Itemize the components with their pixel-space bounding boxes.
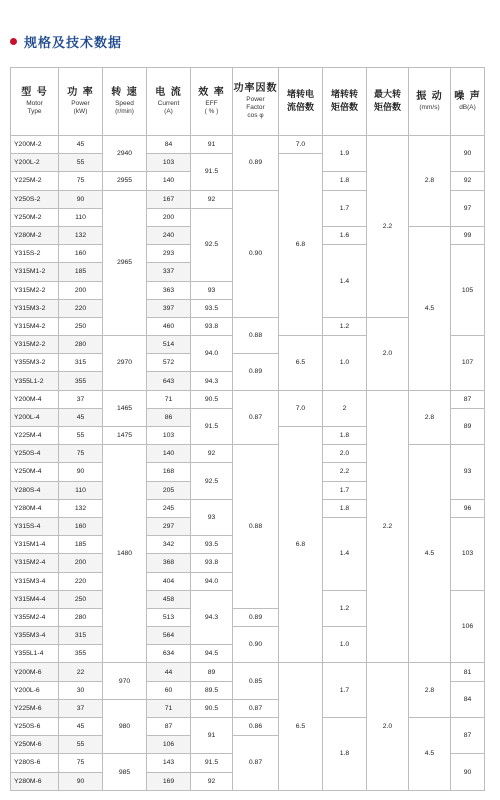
cell-current: 200 [147, 208, 191, 226]
cell-current: 167 [147, 190, 191, 208]
cell-pf: 0.85 [233, 663, 279, 699]
cell-speed: 2965 [103, 190, 147, 336]
cell-lrt: 1.6 [323, 226, 367, 244]
cell-model: Y315M2-2 [11, 281, 59, 299]
cell-pf: 0.88 [233, 317, 279, 353]
cell-power: 250 [59, 317, 103, 335]
cell-model: Y315S-2 [11, 245, 59, 263]
cell-power: 37 [59, 699, 103, 717]
cell-lrt: 1.7 [323, 190, 367, 226]
cell-model: Y315M4-4 [11, 590, 59, 608]
cell-eff: 94.3 [191, 590, 233, 645]
cell-eff: 91 [191, 136, 233, 154]
table-row [11, 136, 485, 154]
cell-noise: 107 [451, 336, 485, 391]
cell-model: Y225M-6 [11, 699, 59, 717]
cell-current: 71 [147, 699, 191, 717]
cell-eff: 90.5 [191, 390, 233, 408]
cell-power: 110 [59, 208, 103, 226]
cell-power: 185 [59, 536, 103, 554]
cell-lrt: 2.0 [323, 445, 367, 463]
cell-pf: 0.86 [233, 718, 279, 736]
header-sublabel: cos φ [247, 111, 264, 119]
cell-noise: 105 [451, 245, 485, 336]
cell-lrt: 1.7 [323, 481, 367, 499]
cell-current: 297 [147, 517, 191, 535]
cell-eff: 92 [191, 772, 233, 790]
header-label: 型 号 [21, 87, 48, 99]
cell-speed: 1480 [103, 445, 147, 663]
cell-current: 140 [147, 445, 191, 463]
cell-model: Y250S-2 [11, 190, 59, 208]
header-max-torque [367, 68, 409, 136]
cell-model: Y315S-4 [11, 517, 59, 535]
cell-maxt: 2.2 [367, 390, 409, 663]
cell-power: 22 [59, 663, 103, 681]
cell-current: 140 [147, 172, 191, 190]
cell-current: 60 [147, 681, 191, 699]
cell-model: Y250M-6 [11, 736, 59, 754]
cell-current: 337 [147, 263, 191, 281]
cell-power: 90 [59, 463, 103, 481]
cell-power: 75 [59, 754, 103, 772]
cell-power: 250 [59, 590, 103, 608]
cell-power: 132 [59, 226, 103, 244]
cell-lrt: 1.2 [323, 317, 367, 335]
cell-model: Y355M3-4 [11, 627, 59, 645]
cell-noise: 99 [451, 226, 485, 244]
table-row [11, 718, 485, 736]
cell-model: Y225M-4 [11, 427, 59, 445]
cell-power: 280 [59, 608, 103, 626]
cell-power: 90 [59, 190, 103, 208]
cell-eff: 89 [191, 663, 233, 681]
cell-lrt: 1.4 [323, 245, 367, 318]
cell-power: 200 [59, 281, 103, 299]
cell-model: Y315M4-2 [11, 317, 59, 335]
cell-power: 185 [59, 263, 103, 281]
cell-model: Y250M-4 [11, 463, 59, 481]
cell-eff: 90.5 [191, 699, 233, 717]
cell-pf: 0.87 [233, 699, 279, 717]
cell-noise: 90 [451, 754, 485, 790]
cell-power: 132 [59, 499, 103, 517]
cell-power: 220 [59, 299, 103, 317]
cell-noise: 92 [451, 172, 485, 190]
cell-lrc: 6.8 [279, 427, 323, 663]
cell-current: 458 [147, 590, 191, 608]
header-sublabel: (kW) [73, 107, 88, 115]
header-sublabel: Motor [26, 99, 43, 107]
cell-eff: 94.0 [191, 336, 233, 372]
cell-model: Y315M3-4 [11, 572, 59, 590]
cell-lrt: 1.9 [323, 136, 367, 172]
cell-model: Y280S-6 [11, 754, 59, 772]
cell-eff: 94.3 [191, 372, 233, 390]
cell-power: 160 [59, 245, 103, 263]
cell-eff: 91.5 [191, 154, 233, 190]
header-sublabel: Power [246, 95, 265, 103]
cell-speed: 1465 [103, 390, 147, 426]
header-sublabel: (A) [164, 107, 173, 115]
header-sublabel: (mm/s) [419, 103, 440, 111]
cell-model: Y280M-2 [11, 226, 59, 244]
header-sublabel: dB(A) [459, 103, 476, 111]
cell-power: 30 [59, 681, 103, 699]
header-model [11, 68, 59, 136]
cell-lrc: 7.0 [279, 390, 323, 426]
cell-power: 55 [59, 427, 103, 445]
cell-eff: 93 [191, 281, 233, 299]
header-label: 功率因数 [233, 83, 278, 95]
cell-noise: 106 [451, 590, 485, 663]
header-label: 电 流 [155, 87, 182, 99]
header-sublabel: EFF [205, 99, 218, 107]
cell-lrt: 1.2 [323, 590, 367, 626]
header-sublabel: Type [27, 107, 42, 115]
cell-current: 106 [147, 736, 191, 754]
header-sublabel: Power [71, 99, 90, 107]
cell-model: Y200M-2 [11, 136, 59, 154]
cell-current: 86 [147, 408, 191, 426]
cell-vib: 2.8 [409, 136, 451, 227]
header-label: 功 率 [67, 87, 94, 99]
cell-power: 37 [59, 390, 103, 408]
cell-speed: 2970 [103, 336, 147, 391]
cell-speed: 985 [103, 754, 147, 790]
cell-model: Y315M2-4 [11, 554, 59, 572]
cell-current: 460 [147, 317, 191, 335]
header-speed [103, 68, 147, 136]
header-eff [191, 68, 233, 136]
cell-current: 404 [147, 572, 191, 590]
cell-speed: 970 [103, 663, 147, 699]
cell-maxt: 2.0 [367, 663, 409, 790]
cell-current: 634 [147, 645, 191, 663]
cell-current: 564 [147, 627, 191, 645]
cell-lrt: 1.0 [323, 336, 367, 391]
cell-power: 355 [59, 645, 103, 663]
cell-speed: 980 [103, 699, 147, 754]
cell-power: 160 [59, 517, 103, 535]
cell-power: 280 [59, 336, 103, 354]
table-row [11, 663, 485, 681]
cell-eff: 91.5 [191, 754, 233, 772]
cell-lrt: 2.2 [323, 463, 367, 481]
header-power-factor [233, 68, 279, 136]
cell-speed: 2940 [103, 136, 147, 172]
header-current [147, 68, 191, 136]
cell-eff: 92 [191, 190, 233, 208]
cell-current: 397 [147, 299, 191, 317]
table-row [11, 445, 485, 463]
cell-lrt: 1.8 [323, 172, 367, 190]
cell-lrt: 1.8 [323, 499, 367, 517]
cell-vib: 4.5 [409, 226, 451, 390]
header-label: 转 速 [111, 87, 138, 99]
cell-pf: 0.90 [233, 190, 279, 317]
section-title-text: 规格及技术数据 [24, 35, 123, 51]
cell-power: 45 [59, 718, 103, 736]
cell-pf: 0.90 [233, 627, 279, 663]
header-label: 振 动 [416, 91, 443, 103]
cell-maxt: 2.0 [367, 317, 409, 390]
cell-power: 55 [59, 736, 103, 754]
header-sublabel: ( % ) [204, 107, 219, 115]
cell-noise: 87 [451, 718, 485, 754]
cell-vib: 4.5 [409, 445, 451, 663]
cell-pf: 0.87 [233, 736, 279, 791]
cell-pf: 0.89 [233, 608, 279, 626]
cell-current: 240 [147, 226, 191, 244]
cell-current: 205 [147, 481, 191, 499]
cell-model: Y315M1-4 [11, 536, 59, 554]
cell-noise: 84 [451, 681, 485, 717]
cell-eff: 89.5 [191, 681, 233, 699]
cell-model: Y315M3-2 [11, 299, 59, 317]
cell-power: 45 [59, 408, 103, 426]
cell-power: 220 [59, 572, 103, 590]
cell-model: Y250S-4 [11, 445, 59, 463]
cell-speed: 2955 [103, 172, 147, 190]
cell-pf: 0.89 [233, 136, 279, 191]
cell-eff: 92 [191, 445, 233, 463]
table-header [11, 68, 485, 136]
cell-current: 368 [147, 554, 191, 572]
cell-eff: 92.5 [191, 208, 233, 281]
cell-power: 55 [59, 154, 103, 172]
cell-noise: 103 [451, 517, 485, 590]
header-locked-rotor-torque [323, 68, 367, 136]
cell-power: 355 [59, 372, 103, 390]
cell-lrt: 1.4 [323, 517, 367, 590]
cell-current: 87 [147, 718, 191, 736]
bullet-dot-icon [10, 38, 17, 45]
cell-current: 103 [147, 427, 191, 445]
cell-power: 45 [59, 136, 103, 154]
cell-model: Y355M3-2 [11, 354, 59, 372]
cell-pf: 0.88 [233, 445, 279, 609]
cell-current: 514 [147, 336, 191, 354]
cell-current: 71 [147, 390, 191, 408]
cell-power: 200 [59, 554, 103, 572]
cell-current: 643 [147, 372, 191, 390]
cell-lrc: 6.8 [279, 154, 323, 336]
cell-model: Y280S-4 [11, 481, 59, 499]
cell-eff: 91 [191, 718, 233, 754]
cell-eff: 92.5 [191, 463, 233, 499]
cell-model: Y355M2-4 [11, 608, 59, 626]
cell-model: Y200L-2 [11, 154, 59, 172]
header-sublabel: Factor [246, 103, 265, 111]
cell-lrc: 6.5 [279, 663, 323, 790]
cell-lrc: 6.5 [279, 336, 323, 391]
cell-eff: 94.5 [191, 645, 233, 663]
cell-current: 103 [147, 154, 191, 172]
cell-current: 363 [147, 281, 191, 299]
cell-lrt: 1.7 [323, 663, 367, 718]
cell-power: 110 [59, 481, 103, 499]
cell-lrt: 1.8 [323, 718, 367, 791]
cell-model: Y250S-6 [11, 718, 59, 736]
header-noise [451, 68, 485, 136]
cell-model: Y355L1-4 [11, 645, 59, 663]
header-power [59, 68, 103, 136]
cell-model: Y280M-6 [11, 772, 59, 790]
cell-current: 168 [147, 463, 191, 481]
header-label: 堵转电流倍数 [286, 90, 314, 113]
cell-lrt: 1.8 [323, 427, 367, 445]
cell-eff: 93.5 [191, 536, 233, 554]
cell-model: Y200M-4 [11, 390, 59, 408]
cell-model: Y315M2-2 [11, 336, 59, 354]
cell-model: Y355L1-2 [11, 372, 59, 390]
cell-current: 245 [147, 499, 191, 517]
cell-current: 44 [147, 663, 191, 681]
cell-model: Y200L-4 [11, 408, 59, 426]
table-row [11, 390, 485, 408]
table-body [11, 136, 485, 791]
cell-model: Y200L-6 [11, 681, 59, 699]
cell-noise: 81 [451, 663, 485, 681]
cell-power: 90 [59, 772, 103, 790]
header-sublabel: Speed [115, 99, 134, 107]
cell-eff: 93 [191, 499, 233, 535]
cell-speed: 1475 [103, 427, 147, 445]
cell-power: 315 [59, 354, 103, 372]
header-label: 噪 声 [454, 91, 481, 103]
cell-current: 169 [147, 772, 191, 790]
cell-vib: 2.8 [409, 663, 451, 718]
cell-power: 75 [59, 172, 103, 190]
cell-current: 143 [147, 754, 191, 772]
cell-eff: 93.5 [191, 299, 233, 317]
cell-noise: 93 [451, 445, 485, 500]
cell-current: 84 [147, 136, 191, 154]
cell-lrt: 2 [323, 390, 367, 426]
cell-power: 75 [59, 445, 103, 463]
cell-eff: 93.8 [191, 317, 233, 335]
cell-vib: 2.8 [409, 390, 451, 445]
header-sublabel: Current [157, 99, 180, 107]
cell-noise: 96 [451, 499, 485, 517]
cell-power: 315 [59, 627, 103, 645]
cell-maxt: 2.2 [367, 136, 409, 318]
cell-noise: 97 [451, 190, 485, 226]
section-title [10, 32, 122, 50]
cell-pf: 0.87 [233, 390, 279, 445]
cell-model: Y200M-6 [11, 663, 59, 681]
cell-noise: 89 [451, 408, 485, 444]
cell-noise: 90 [451, 136, 485, 172]
header-sublabel: (r/min) [115, 107, 134, 115]
cell-model: Y225M-2 [11, 172, 59, 190]
cell-model: Y250M-2 [11, 208, 59, 226]
header-locked-rotor-current [279, 68, 323, 136]
cell-vib: 4.5 [409, 718, 451, 791]
cell-current: 572 [147, 354, 191, 372]
header-label: 效 率 [198, 87, 225, 99]
cell-current: 513 [147, 608, 191, 626]
cell-eff: 91.5 [191, 408, 233, 444]
header-label: 最大转矩倍数 [373, 90, 401, 113]
cell-noise: 87 [451, 390, 485, 408]
cell-lrc: 7.0 [279, 136, 323, 154]
cell-pf: 0.89 [233, 354, 279, 390]
cell-eff: 94.0 [191, 572, 233, 590]
cell-model: Y315M1-2 [11, 263, 59, 281]
spec-table [10, 67, 485, 791]
header-label: 堵转转矩倍数 [330, 90, 358, 113]
cell-current: 293 [147, 245, 191, 263]
cell-model: Y280M-4 [11, 499, 59, 517]
cell-current: 342 [147, 536, 191, 554]
header-vibration [409, 68, 451, 136]
cell-eff: 93.8 [191, 554, 233, 572]
cell-lrt: 1.0 [323, 627, 367, 663]
